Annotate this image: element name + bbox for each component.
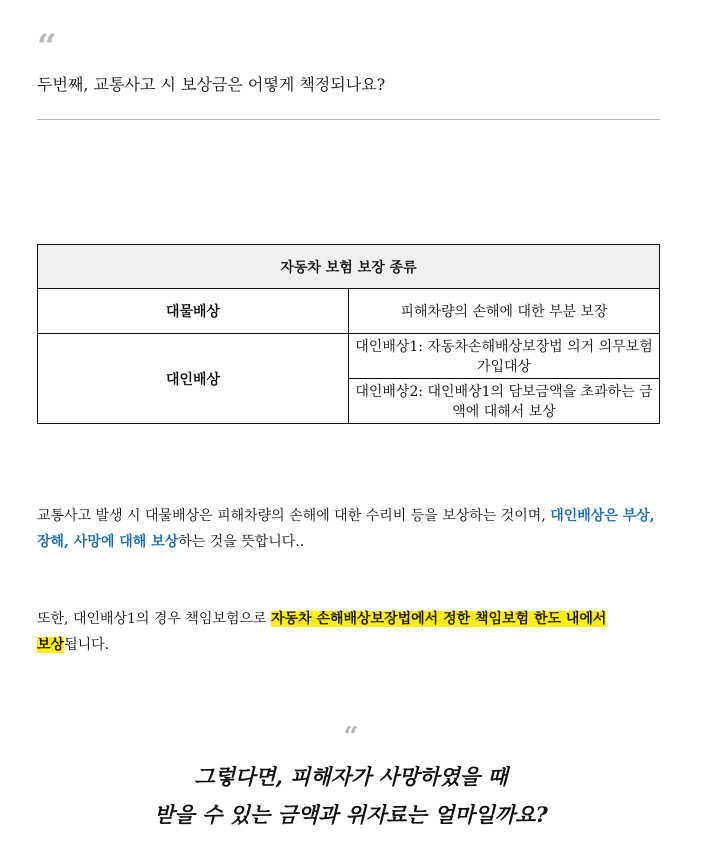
quote-mark-icon: “ [343, 722, 359, 752]
closing-question-line: 그렇다면, 피해자가 사망하였을 때 [194, 764, 508, 789]
quote-mark-icon: “ [37, 27, 57, 67]
emphasis-text: 대인배상은 부상, 장해, 사망에 대해 보상 [37, 508, 655, 550]
paragraph-liability-insurance [37, 606, 662, 658]
closing-question-line: 받을 수 있는 금액과 위자료는 얼마일까요? [154, 802, 548, 827]
category-bodily-injury: 대인배상 [38, 334, 349, 424]
section-question: 두번째, 교통사고 시 보상금은 어떻게 책정되나요? [37, 75, 386, 94]
table-cell: 피해차량의 손해에 대한 부분 보장 [349, 289, 660, 334]
paragraph-text: 교통사고 발생 시 대물배상은 피해차량의 손해에 대한 수리비 등을 보상하는 것이며, [37, 508, 551, 524]
table-cell: 대인배상2: 대인배상1의 담보금액을 초과하는 금액에 대해서 보상 [349, 379, 660, 424]
paragraph-coverage-explanation [37, 503, 662, 555]
divider [37, 119, 660, 120]
category-property-damage: 대물배상 [38, 289, 349, 334]
table-row [38, 289, 660, 334]
table-header-row [38, 245, 660, 289]
table-row [38, 334, 660, 379]
highlighted-text: 자동차 손해배상보장법에서 정한 책임보험 한도 내에서 보상 [37, 611, 607, 653]
coverage-table [37, 244, 660, 424]
table-cell: 대인배상1: 자동차손해배상보장법 의거 의무보험 가입대상 [349, 334, 660, 379]
paragraph-text: 또한, 대인배상1의 경우 책임보험으로 [37, 611, 272, 627]
paragraph-text: 됩니다. [64, 637, 110, 653]
table-title: 자동차 보험 보장 종류 [38, 245, 660, 289]
paragraph-text: 하는 것을 뜻합니다.. [178, 534, 305, 550]
